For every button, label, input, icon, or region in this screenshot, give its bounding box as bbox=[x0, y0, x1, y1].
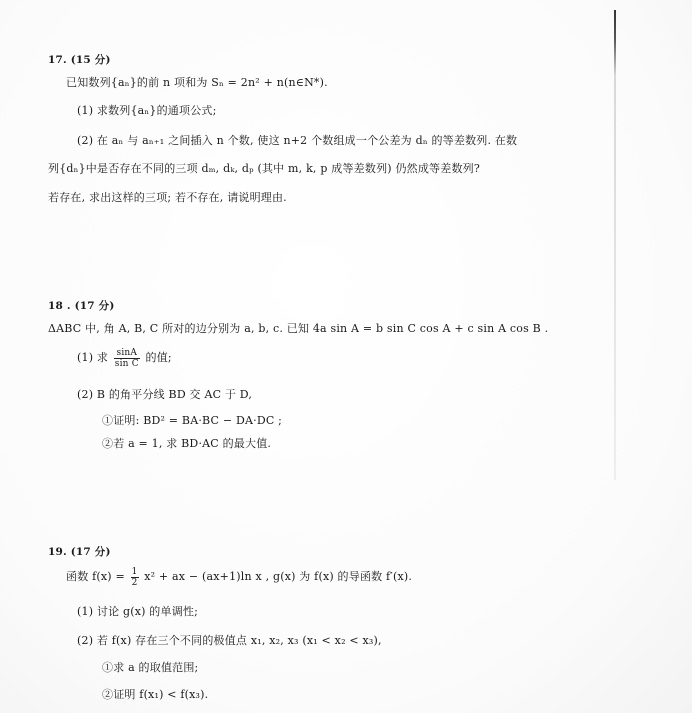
q18-part1-suffix: 的值; bbox=[145, 351, 172, 364]
q19-part2: (2) 若 f(x) 存在三个不同的极值点 x₁, x₂, x₃ (x₁ < x₂ < x₃), bbox=[77, 634, 382, 647]
q19-stem-suffix: x² + ax − (ax+1)ln x , g(x) 为 f(x) 的导函数 f′(x). bbox=[144, 570, 413, 583]
q18-fraction-denominator: sin C bbox=[114, 358, 139, 369]
page-edge-shadow bbox=[614, 10, 616, 480]
q19-stem-prefix: 函数 f(x) = bbox=[66, 570, 125, 583]
q18-part2: (2) B 的角平分线 BD 交 AC 于 D, bbox=[77, 388, 253, 401]
q19-fraction-denominator: 2 bbox=[131, 577, 138, 588]
q19-fraction-numerator: 1 bbox=[131, 566, 138, 577]
q18-part1 bbox=[77, 346, 172, 370]
q19-heading: 19. (17 分) bbox=[48, 546, 111, 558]
q17-stem: 已知数列{aₙ}的前 n 项和为 Sₙ = 2n² + n(n∈N*). bbox=[66, 76, 328, 89]
q17-part1: (1) 求数列{aₙ}的通项公式; bbox=[77, 104, 217, 117]
q19-stem bbox=[66, 565, 412, 589]
q18-part1-fraction bbox=[114, 348, 140, 369]
q19-stem-fraction bbox=[131, 567, 139, 588]
q18-fraction-numerator: sinA bbox=[114, 348, 140, 359]
q17-part2-line1: (2) 在 aₙ 与 aₙ₊₁ 之间插入 n 个数, 使这 n+2 个数组成一个公差为 dₙ 的等差数列. 在数 bbox=[77, 134, 518, 147]
q17-heading: 17. (15 分) bbox=[48, 54, 111, 66]
q18-stem: ΔABC 中, 角 A, B, C 所对的边分别为 a, b, c. 已知 4a sin A = b sin C cos A + c sin A cos B . bbox=[48, 322, 549, 335]
q18-heading: 18 . (17 分) bbox=[48, 300, 115, 312]
q19-part2-i: ①求 a 的取值范围; bbox=[102, 661, 199, 674]
q18-part2-ii: ②若 a = 1, 求 BD·AC 的最大值. bbox=[102, 437, 272, 450]
q17-part2-line3: 若存在, 求出这样的三项; 若不存在, 请说明理由. bbox=[48, 191, 287, 204]
q18-part1-prefix: (1) 求 bbox=[77, 351, 109, 364]
q19-part1: (1) 讨论 g(x) 的单调性; bbox=[77, 605, 199, 618]
q17-part2-line2: 列{dₙ}中是否存在不同的三项 dₘ, dₖ, dₚ (其中 m, k, p 成等差数列) 仍然成等差数列? bbox=[48, 162, 480, 175]
q18-part2-i: ①证明: BD² = BA·BC − DA·DC ; bbox=[102, 414, 283, 427]
q19-part2-ii: ②证明 f(x₁) < f(x₃). bbox=[102, 688, 209, 701]
